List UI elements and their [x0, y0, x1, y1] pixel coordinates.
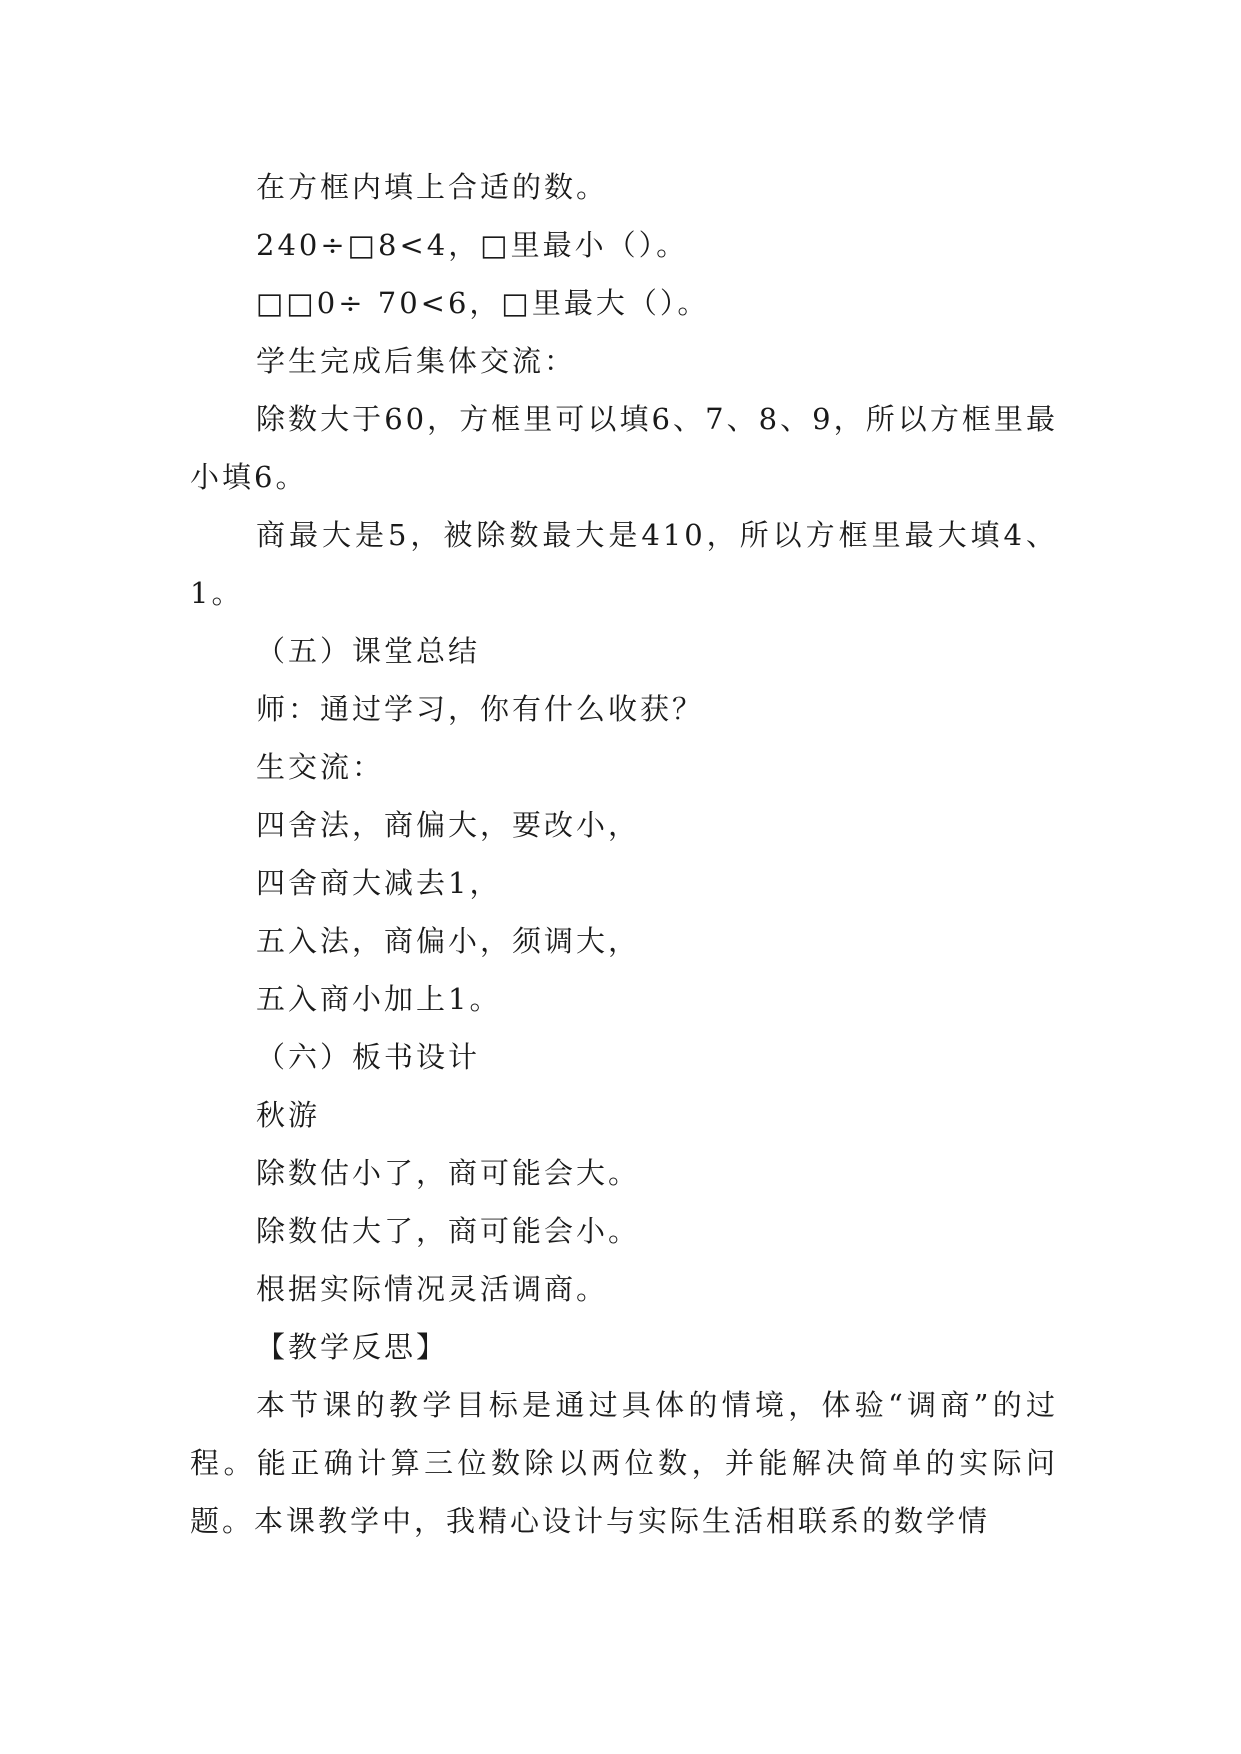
rhyme-line-3: 五入法，商偏小，须调大， [256, 924, 641, 958]
exercise-item-2: □□0÷ 70<6，□里最大（）。 [256, 286, 710, 320]
reflection-paragraph: 本节课的教学目标是通过具体的情境，体验“调商”的过程。能正确计算三位数除以两位数，并能解决简单的实际问题。本课教学中，我精心设计与实际生活相联系的数学情 [190, 1388, 1058, 1538]
section-heading-board: （六）板书设计 [256, 1040, 481, 1074]
rhyme-line-1: 四舍法，商偏大，要改小， [256, 808, 641, 842]
board-line-1: 除数估小了，商可能会大。 [256, 1156, 641, 1190]
board-title: 秋游 [256, 1098, 321, 1132]
rhyme-line-2: 四舍商大减去1， [256, 866, 502, 900]
teacher-question: 师：通过学习，你有什么收获？ [256, 692, 705, 726]
document-body [190, 158, 1058, 1550]
student-exchange: 生交流： [256, 750, 385, 784]
rhyme-line-4: 五入商小加上1。 [256, 982, 502, 1016]
section-heading-reflection: 【教学反思】 [256, 1330, 449, 1364]
board-line-3: 根据实际情况灵活调商。 [256, 1272, 609, 1306]
answer-paragraph-2: 商最大是5，被除数最大是410，所以方框里最大填4、1。 [190, 518, 1058, 610]
exercise-item-1: 240÷□8<4，□里最小（）。 [256, 228, 689, 262]
answer-paragraph-1: 除数大于60，方框里可以填6、7、8、9，所以方框里最小填6。 [190, 402, 1058, 494]
board-line-2: 除数估大了，商可能会小。 [256, 1214, 641, 1248]
exchange-intro: 学生完成后集体交流： [256, 344, 577, 378]
exercise-instruction: 在方框内填上合适的数。 [256, 170, 609, 204]
section-heading-summary: （五）课堂总结 [256, 634, 481, 668]
